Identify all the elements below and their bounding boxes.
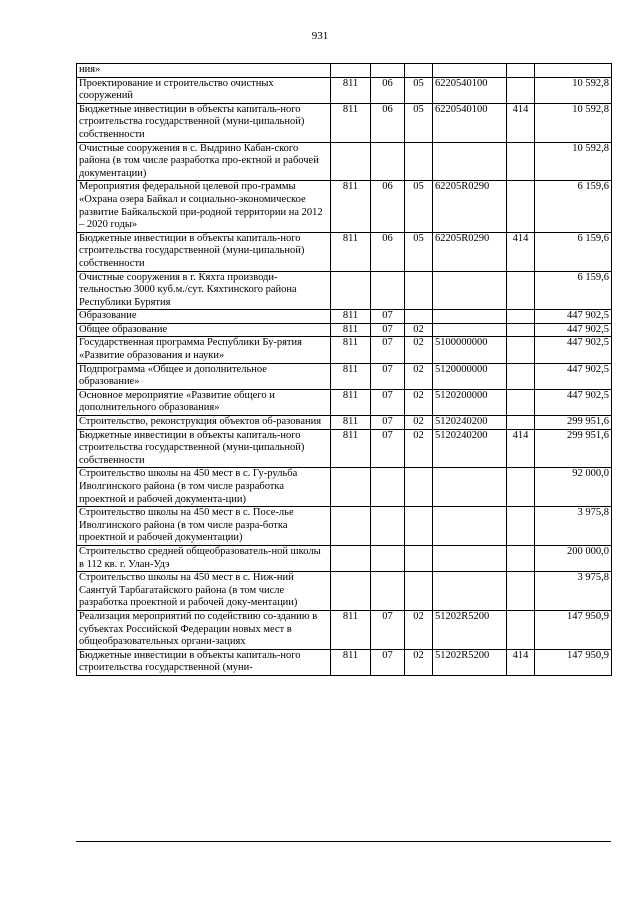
cell-amount: 447 902,5 bbox=[535, 389, 612, 415]
cell-expense-type bbox=[507, 610, 535, 649]
table-row bbox=[77, 77, 612, 103]
cell-amount: 10 592,8 bbox=[535, 142, 612, 181]
cell-amount: 10 592,8 bbox=[535, 103, 612, 142]
cell-name: Бюджетные инвестиции в объекты капиталь-ного строительства государственной (муни-ципальной) собственности bbox=[77, 103, 331, 142]
cell-name: Бюджетные инвестиции в объекты капиталь-ного строительства государственной (муни-ципальной) собственности bbox=[77, 232, 331, 271]
cell-department bbox=[331, 271, 371, 310]
cell-expense-type bbox=[507, 310, 535, 324]
cell-amount: 147 950,9 bbox=[535, 649, 612, 675]
cell-name: ния» bbox=[77, 64, 331, 78]
cell-amount: 6 159,6 bbox=[535, 271, 612, 310]
table-row bbox=[77, 323, 612, 337]
cell-amount bbox=[535, 64, 612, 78]
cell-department bbox=[331, 64, 371, 78]
cell-subsection: 02 bbox=[405, 416, 433, 430]
cell-subsection bbox=[405, 64, 433, 78]
cell-name: Подпрограмма «Общее и дополнительное образование» bbox=[77, 363, 331, 389]
cell-amount: 447 902,5 bbox=[535, 310, 612, 324]
cell-expense-type bbox=[507, 271, 535, 310]
cell-expense-type: 414 bbox=[507, 649, 535, 675]
cell-expense-type bbox=[507, 572, 535, 611]
cell-section: 06 bbox=[371, 232, 405, 271]
cell-section: 06 bbox=[371, 103, 405, 142]
table-row bbox=[77, 271, 612, 310]
cell-section: 07 bbox=[371, 416, 405, 430]
cell-expense-type bbox=[507, 64, 535, 78]
cell-subsection: 02 bbox=[405, 649, 433, 675]
cell-amount: 447 902,5 bbox=[535, 363, 612, 389]
cell-section: 07 bbox=[371, 429, 405, 468]
cell-target-article: 51202R5200 bbox=[433, 649, 507, 675]
table-row bbox=[77, 64, 612, 78]
cell-target-article: 62205R0290 bbox=[433, 181, 507, 232]
cell-subsection bbox=[405, 545, 433, 571]
cell-expense-type bbox=[507, 181, 535, 232]
cell-expense-type: 414 bbox=[507, 429, 535, 468]
cell-target-article: 5120200000 bbox=[433, 389, 507, 415]
cell-amount: 3 975,8 bbox=[535, 572, 612, 611]
cell-name: Реализация мероприятий по содействию со-зданию в субъектах Российской Федерации новых мест в общеобразовательных органи-зациях bbox=[77, 610, 331, 649]
cell-department: 811 bbox=[331, 337, 371, 363]
cell-subsection: 05 bbox=[405, 181, 433, 232]
cell-target-article bbox=[433, 64, 507, 78]
cell-target-article bbox=[433, 572, 507, 611]
table-row bbox=[77, 545, 612, 571]
cell-section: 07 bbox=[371, 649, 405, 675]
table-row bbox=[77, 363, 612, 389]
cell-amount: 299 951,6 bbox=[535, 429, 612, 468]
cell-subsection: 02 bbox=[405, 610, 433, 649]
cell-subsection bbox=[405, 271, 433, 310]
cell-subsection: 05 bbox=[405, 77, 433, 103]
cell-department: 811 bbox=[331, 181, 371, 232]
cell-target-article: 6220540100 bbox=[433, 77, 507, 103]
cell-department: 811 bbox=[331, 649, 371, 675]
cell-section bbox=[371, 507, 405, 546]
cell-subsection: 02 bbox=[405, 429, 433, 468]
cell-name: Строительство школы на 450 мест в с. Посе-лье Иволгинского района (в том числе разра-ботка проектной и рабочей документации) bbox=[77, 507, 331, 546]
table-row bbox=[77, 389, 612, 415]
cell-section: 07 bbox=[371, 363, 405, 389]
cell-subsection bbox=[405, 142, 433, 181]
table-row bbox=[77, 232, 612, 271]
cell-subsection: 02 bbox=[405, 323, 433, 337]
cell-section bbox=[371, 271, 405, 310]
cell-amount: 6 159,6 bbox=[535, 232, 612, 271]
cell-department: 811 bbox=[331, 429, 371, 468]
table-row bbox=[77, 337, 612, 363]
cell-target-article bbox=[433, 468, 507, 507]
table-row bbox=[77, 649, 612, 675]
cell-name: Образование bbox=[77, 310, 331, 324]
cell-subsection bbox=[405, 572, 433, 611]
cell-name: Проектирование и строительство очистных сооружений bbox=[77, 77, 331, 103]
cell-amount: 200 000,0 bbox=[535, 545, 612, 571]
cell-section bbox=[371, 64, 405, 78]
cell-name: Основное мероприятие «Развитие общего и дополнительного образования» bbox=[77, 389, 331, 415]
cell-target-article: 5100000000 bbox=[433, 337, 507, 363]
cell-name: Строительство школы на 450 мест в с. Гу-рульба Иволгинского района (в том числе разработка проектной и рабочей документа-ции) bbox=[77, 468, 331, 507]
cell-name: Строительство школы на 450 мест в с. Ниж-ний Саянтуй Тарбагатайского района (в том числе разработка проектной и рабочей доку-ментации) bbox=[77, 572, 331, 611]
cell-name: Мероприятия федеральной целевой про-граммы «Охрана озера Байкал и социально-экономическое развитие Байкальской при-родной территории на 2012 – 2020 годы» bbox=[77, 181, 331, 232]
cell-name: Очистные сооружения в г. Кяхта производи-тельностью 3000 куб.м./сут. Кяхтинского района Республики Бурятия bbox=[77, 271, 331, 310]
cell-department bbox=[331, 142, 371, 181]
cell-subsection bbox=[405, 310, 433, 324]
cell-target-article bbox=[433, 323, 507, 337]
cell-expense-type bbox=[507, 468, 535, 507]
cell-subsection: 02 bbox=[405, 337, 433, 363]
cell-amount: 92 000,0 bbox=[535, 468, 612, 507]
table-bottom-edge bbox=[76, 841, 611, 842]
cell-amount: 299 951,6 bbox=[535, 416, 612, 430]
cell-name: Строительство, реконструкция объектов об-разования bbox=[77, 416, 331, 430]
budget-table-body bbox=[77, 64, 612, 676]
cell-target-article: 51202R5200 bbox=[433, 610, 507, 649]
cell-department: 811 bbox=[331, 323, 371, 337]
cell-amount: 447 902,5 bbox=[535, 323, 612, 337]
cell-department: 811 bbox=[331, 363, 371, 389]
cell-section: 07 bbox=[371, 310, 405, 324]
cell-subsection: 05 bbox=[405, 232, 433, 271]
cell-section bbox=[371, 142, 405, 181]
cell-expense-type bbox=[507, 142, 535, 181]
cell-subsection bbox=[405, 468, 433, 507]
cell-section: 07 bbox=[371, 337, 405, 363]
cell-target-article: 6220540100 bbox=[433, 103, 507, 142]
cell-section: 07 bbox=[371, 389, 405, 415]
cell-subsection: 05 bbox=[405, 103, 433, 142]
table-row bbox=[77, 103, 612, 142]
cell-target-article: 5120000000 bbox=[433, 363, 507, 389]
cell-department bbox=[331, 572, 371, 611]
cell-department: 811 bbox=[331, 389, 371, 415]
cell-subsection: 02 bbox=[405, 363, 433, 389]
cell-expense-type bbox=[507, 416, 535, 430]
table-row bbox=[77, 310, 612, 324]
cell-expense-type bbox=[507, 389, 535, 415]
cell-target-article bbox=[433, 271, 507, 310]
cell-section: 07 bbox=[371, 610, 405, 649]
cell-target-article bbox=[433, 142, 507, 181]
cell-subsection: 02 bbox=[405, 389, 433, 415]
cell-section: 07 bbox=[371, 323, 405, 337]
cell-name: Общее образование bbox=[77, 323, 331, 337]
cell-expense-type bbox=[507, 77, 535, 103]
cell-section bbox=[371, 572, 405, 611]
cell-expense-type bbox=[507, 545, 535, 571]
cell-section: 06 bbox=[371, 77, 405, 103]
cell-expense-type bbox=[507, 363, 535, 389]
cell-department: 811 bbox=[331, 610, 371, 649]
table-row bbox=[77, 416, 612, 430]
table-row bbox=[77, 181, 612, 232]
cell-department: 811 bbox=[331, 232, 371, 271]
cell-expense-type bbox=[507, 323, 535, 337]
table-row bbox=[77, 429, 612, 468]
table-row bbox=[77, 468, 612, 507]
cell-amount: 447 902,5 bbox=[535, 337, 612, 363]
cell-target-article bbox=[433, 507, 507, 546]
cell-expense-type bbox=[507, 337, 535, 363]
cell-target-article bbox=[433, 545, 507, 571]
cell-amount: 6 159,6 bbox=[535, 181, 612, 232]
cell-amount: 3 975,8 bbox=[535, 507, 612, 546]
cell-name: Государственная программа Республики Бу-рятия «Развитие образования и науки» bbox=[77, 337, 331, 363]
cell-subsection bbox=[405, 507, 433, 546]
cell-department bbox=[331, 507, 371, 546]
cell-amount: 10 592,8 bbox=[535, 77, 612, 103]
cell-target-article: 5120240200 bbox=[433, 416, 507, 430]
cell-section bbox=[371, 468, 405, 507]
cell-expense-type: 414 bbox=[507, 232, 535, 271]
cell-target-article: 62205R0290 bbox=[433, 232, 507, 271]
table-row bbox=[77, 507, 612, 546]
cell-department: 811 bbox=[331, 103, 371, 142]
cell-section bbox=[371, 545, 405, 571]
cell-expense-type bbox=[507, 507, 535, 546]
cell-department: 811 bbox=[331, 310, 371, 324]
table-row bbox=[77, 572, 612, 611]
table-row bbox=[77, 142, 612, 181]
cell-department: 811 bbox=[331, 77, 371, 103]
cell-name: Очистные сооружения в с. Выдрино Кабан-ского района (в том числе разработка про-ектной и рабочей документации) bbox=[77, 142, 331, 181]
budget-table bbox=[76, 63, 612, 676]
cell-expense-type: 414 bbox=[507, 103, 535, 142]
cell-department: 811 bbox=[331, 416, 371, 430]
cell-target-article bbox=[433, 310, 507, 324]
cell-name: Бюджетные инвестиции в объекты капиталь-ного строительства государственной (муни-ципальной) собственности bbox=[77, 429, 331, 468]
table-row bbox=[77, 610, 612, 649]
cell-name: Бюджетные инвестиции в объекты капиталь-ного строительства государственной (муни- bbox=[77, 649, 331, 675]
cell-department bbox=[331, 468, 371, 507]
cell-department bbox=[331, 545, 371, 571]
cell-name: Строительство средней общеобразователь-ной школы в 112 кв. г. Улан-Удэ bbox=[77, 545, 331, 571]
cell-target-article: 5120240200 bbox=[433, 429, 507, 468]
cell-amount: 147 950,9 bbox=[535, 610, 612, 649]
page-number: 931 bbox=[311, 30, 329, 42]
cell-section: 06 bbox=[371, 181, 405, 232]
